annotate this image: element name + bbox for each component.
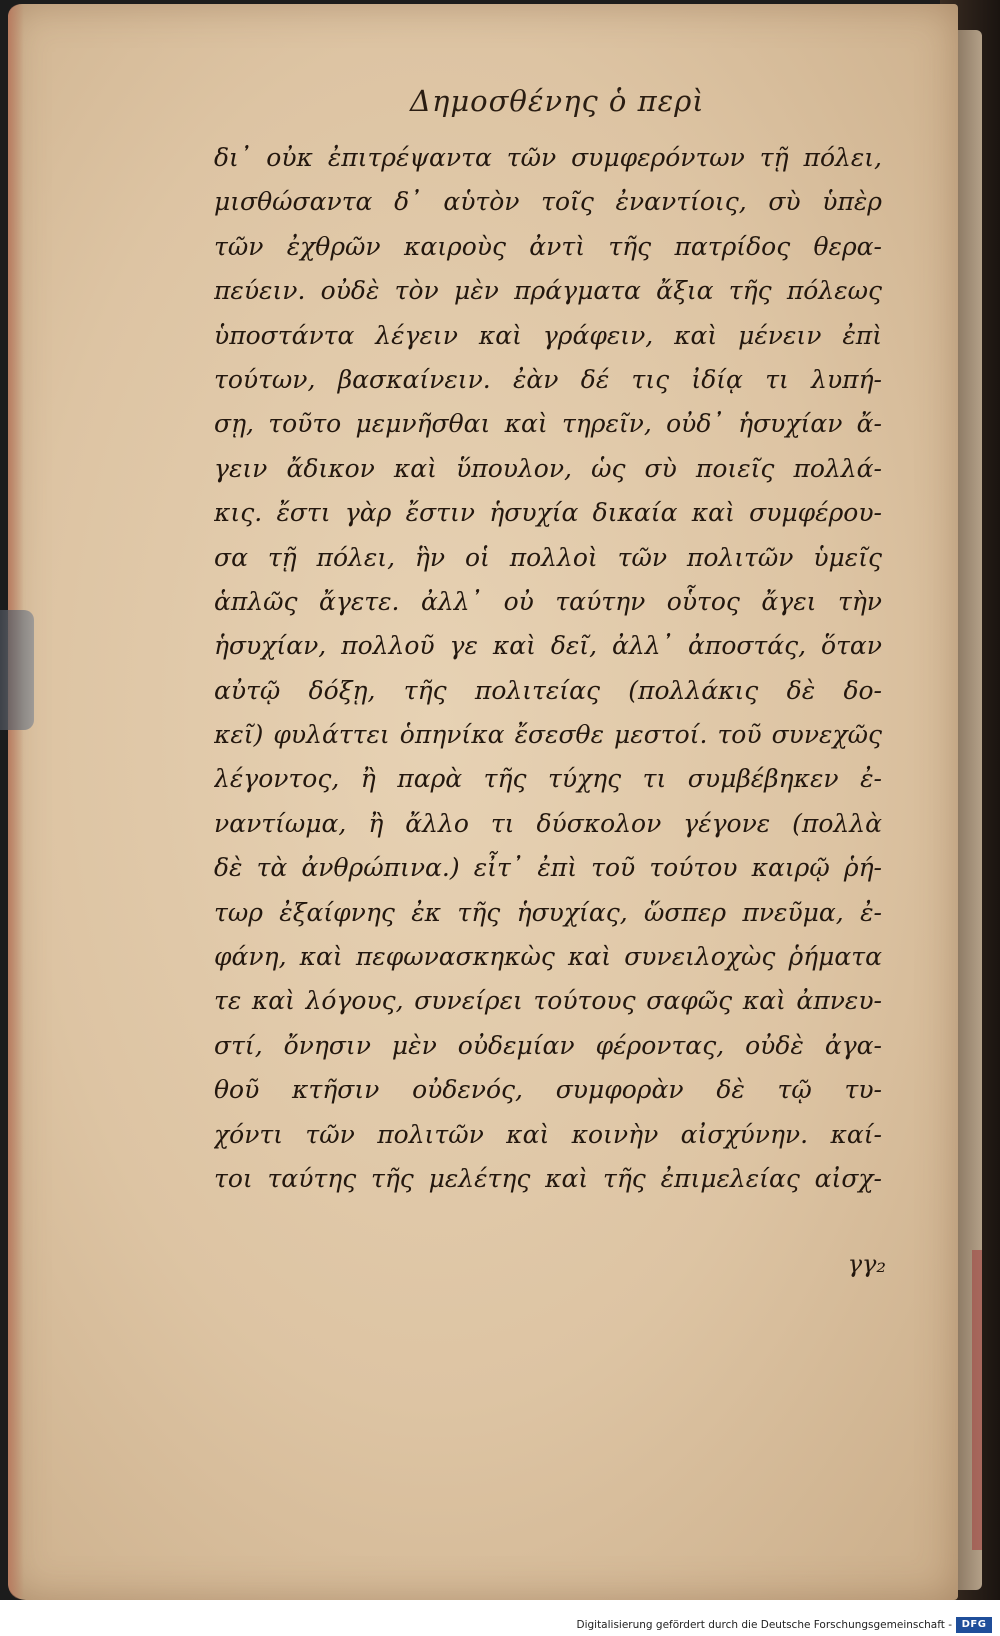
text-line: μισθώσαντα δ᾽ αὑτὸν τοῖς ἐναντίοις, σὺ ὑπὲρ <box>214 187 882 217</box>
text-line: γειν ἄδικον καὶ ὕπουλον, ὡς σὺ ποιεῖς πολλά- <box>214 453 882 483</box>
text-line: χόντι τῶν πολιτῶν καὶ κοινὴν αἰσχύνην. καί- <box>214 1119 882 1149</box>
body-text <box>214 136 882 1201</box>
text-line: δὲ τὰ ἀνθρώπινα.) εἶτ᾽ ἐπὶ τοῦ τούτου καιρῷ ῥή- <box>214 853 882 883</box>
text-line: τε καὶ λόγους, συνείρει τούτους σαφῶς καὶ ἀπνευ- <box>214 986 882 1016</box>
scanner-clip <box>0 610 34 730</box>
text-line: κις. ἔστι γὰρ ἔστιν ἡσυχία δικαία καὶ συμφέρου- <box>214 498 882 528</box>
text-line: πεύειν. οὐδὲ τὸν μὲν πράγματα ἄξια τῆς πόλεως <box>214 276 882 306</box>
text-line: θοῦ κτῆσιν οὐδενός, συμφορὰν δὲ τῷ τυ- <box>214 1075 882 1105</box>
text-line: ἁπλῶς ἄγετε. ἀλλ᾽ οὐ ταύτην οὗτος ἄγει τὴν <box>214 586 882 616</box>
footer-credit: Digitalisierung gefördert durch die Deutsche Forschungsgemeinschaft - <box>576 1619 952 1631</box>
page-binding-edge <box>8 4 24 1600</box>
text-line: τούτων, βασκαίνειν. ἐὰν δέ τις ἰδίᾳ τι λυπή- <box>214 364 882 394</box>
text-line: φάνη, καὶ πεφωνασκηκὼς καὶ συνειλοχὼς ῥήματα <box>214 942 882 972</box>
running-head: Δημοσθένης ὁ περὶ <box>410 84 705 118</box>
text-line: σα τῇ πόλει, ἣν οἱ πολλοὶ τῶν πολιτῶν ὑμεῖς <box>214 542 882 572</box>
text-line: τοι ταύτης τῆς μελέτης καὶ τῆς ἐπιμελείας αἰσχ- <box>214 1163 882 1193</box>
text-line: ναντίωμα, ἢ ἄλλο τι δύσκολον γέγονε (πολλὰ <box>214 808 882 838</box>
dfg-logo-icon[interactable]: DFG <box>956 1617 992 1633</box>
text-line: στί, ὄνησιν μὲν οὐδεμίαν φέροντας, οὐδὲ ἀγα- <box>214 1030 882 1060</box>
text-line: κεῖ) φυλάττει ὁπηνίκα ἔσεσθε μεστοί. τοῦ συνεχῶς <box>214 720 882 750</box>
text-line: τῶν ἐχθρῶν καιροὺς ἀντὶ τῆς πατρίδος θερα- <box>214 231 882 261</box>
text-line: αὐτῷ δόξῃ, τῆς πολιτείας (πολλάκις δὲ δο- <box>214 675 882 705</box>
signature-mark: γγ₂ <box>847 1250 886 1278</box>
text-line: ἡσυχίαν, πολλοῦ γε καὶ δεῖ, ἀλλ᾽ ἀποστάς, ὅταν <box>214 631 882 661</box>
text-line: ὑποστάντα λέγειν καὶ γράφειν, καὶ μένειν ἐπὶ <box>214 320 882 350</box>
text-line: λέγοντος, ἢ παρὰ τῆς τύχης τι συμβέβηκεν ἐ- <box>214 764 882 794</box>
text-line: δι᾽ οὐκ ἐπιτρέψαντα τῶν συμφερόντων τῇ πόλει, <box>214 143 882 172</box>
text-line: τωρ ἐξαίφνης ἐκ τῆς ἡσυχίας, ὥσπερ πνεῦμα, ἐ- <box>214 897 882 927</box>
text-line: σῃ, τοῦτο μεμνῆσθαι καὶ τηρεῖν, οὐδ᾽ ἡσυχίαν ἄ- <box>214 409 882 439</box>
red-page-edge <box>972 1250 982 1550</box>
